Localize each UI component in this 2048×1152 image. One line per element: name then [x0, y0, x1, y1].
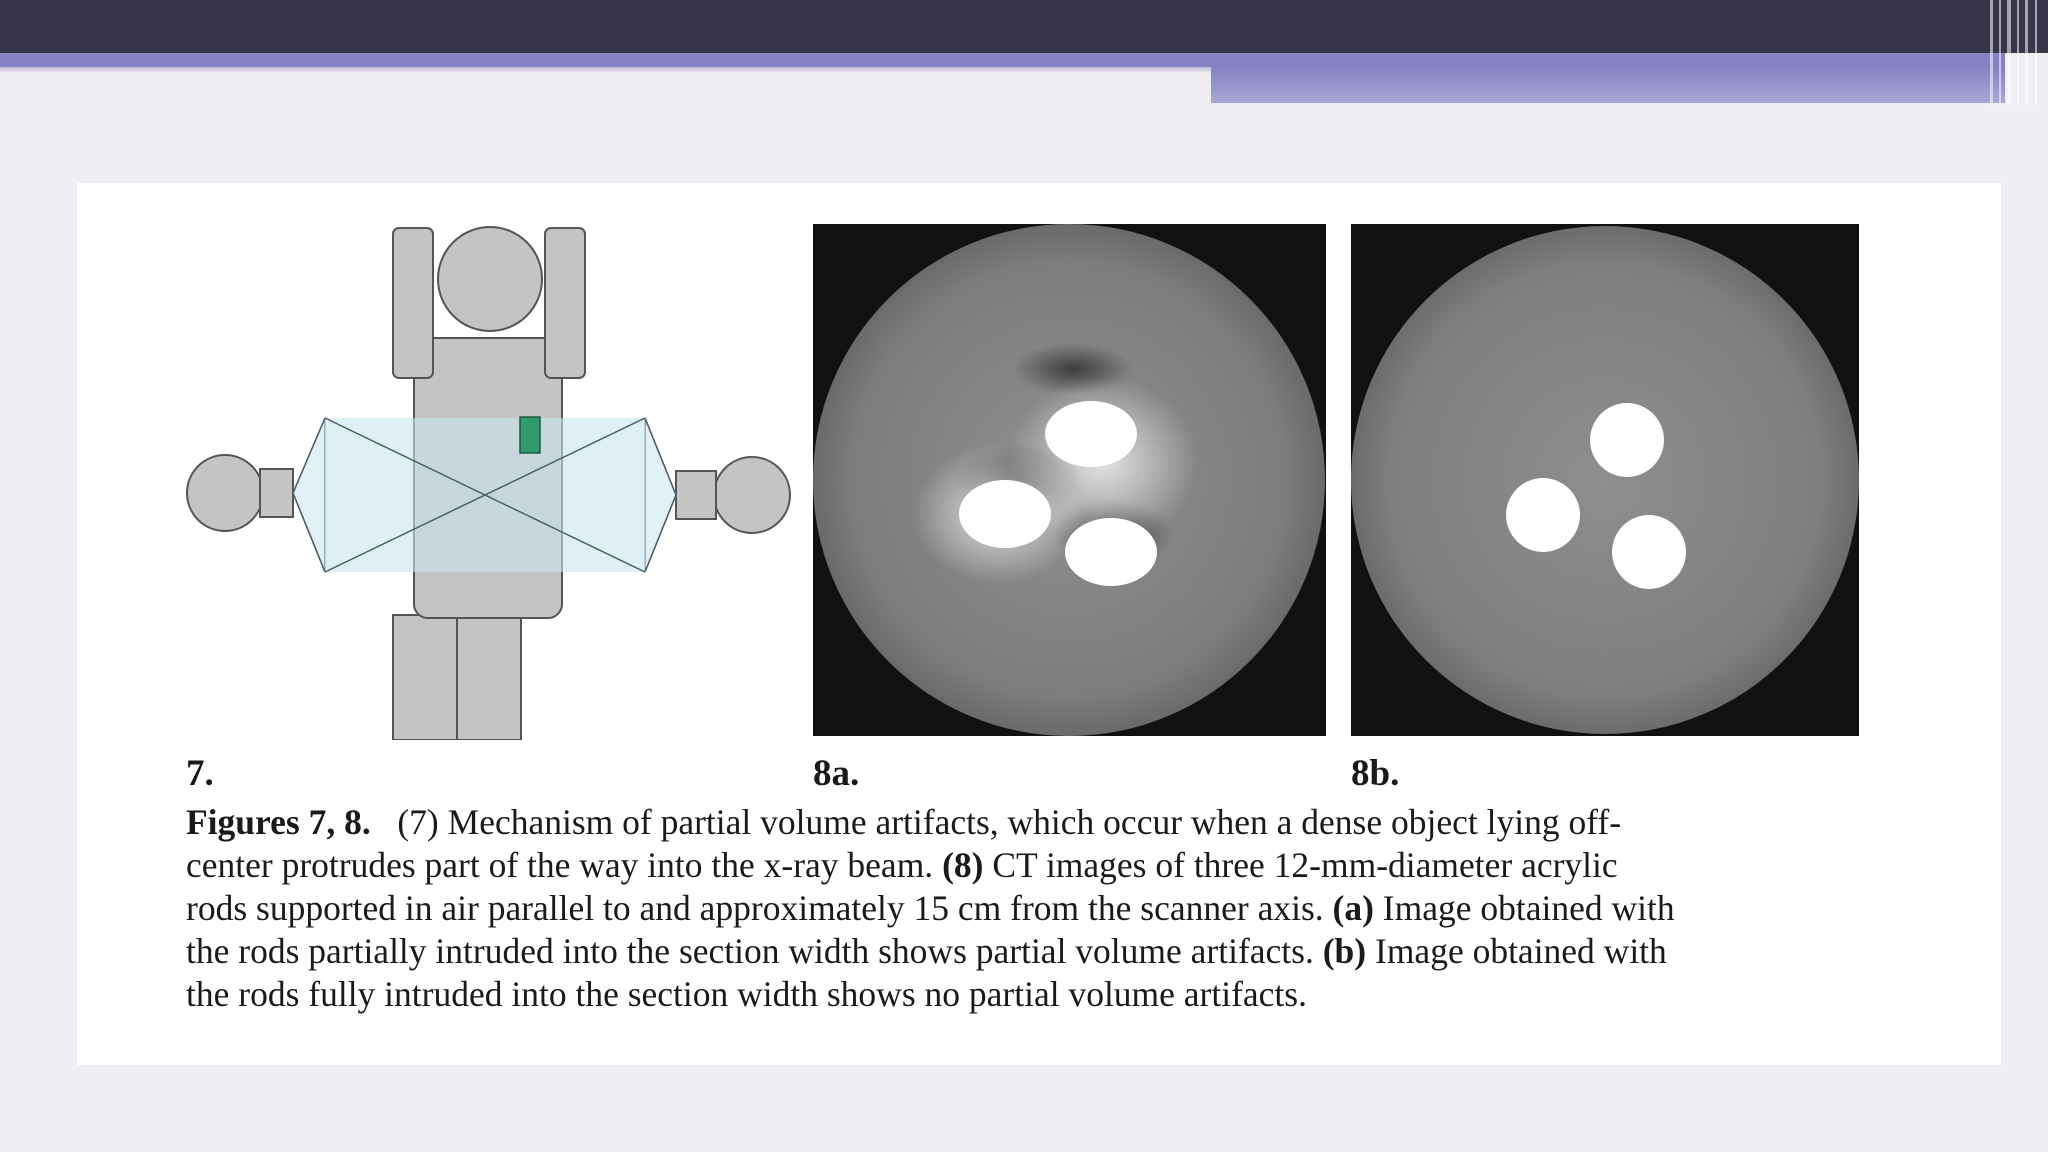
left-leg: [393, 615, 457, 740]
slide-accent-stripe: [0, 53, 2005, 67]
caption-text: Image obtained with: [1373, 888, 1675, 928]
slide-accent-band: [1211, 67, 2005, 103]
caption-marker: (8): [942, 845, 984, 885]
slide-corner-stripes: [1985, 0, 2048, 105]
rod-right: [1065, 518, 1157, 586]
figure-7-diagram: [180, 220, 800, 740]
rod-top: [1045, 401, 1137, 467]
dense-object-marker: [520, 417, 540, 453]
caption-line: [186, 930, 1886, 973]
ct-image-8a: [813, 224, 1326, 736]
caption-text: the rods fully intruded into the section width shows no partial volume artifacts.: [186, 974, 1307, 1014]
beam-fan-right: [645, 418, 676, 572]
caption-line: [186, 844, 1886, 887]
ct-image-8b: [1351, 224, 1859, 736]
beam-fan-left: [293, 418, 325, 572]
rod-left: [1506, 478, 1580, 552]
left-arm: [393, 228, 433, 378]
head: [438, 227, 542, 331]
caption-text: the rods partially intruded into the section width shows partial volume artifacts.: [186, 931, 1323, 971]
slide-accent-shadow: [0, 67, 1211, 73]
slide-header-bar: [0, 0, 2048, 53]
rod-right: [1612, 515, 1686, 589]
caption-text: Image obtained with: [1366, 931, 1667, 971]
caption-line: [186, 801, 1886, 844]
caption-line: [186, 973, 1886, 1016]
caption-heading: Figures 7, 8.: [186, 802, 371, 842]
caption-marker: (a): [1332, 888, 1374, 928]
x-ray-tube-left: [187, 455, 263, 531]
caption-line: [186, 887, 1886, 930]
tube-collimator-right: [676, 471, 716, 519]
rod-left: [959, 480, 1051, 548]
phantom-disc: [1351, 226, 1859, 734]
caption-text: (7) Mechanism of partial volume artifacts, which occur when a dense object lying off-: [370, 802, 1622, 842]
rod-top: [1590, 403, 1664, 477]
figure-label-8a: 8a.: [813, 753, 860, 794]
figure-label-7: 7.: [186, 753, 214, 794]
figure-caption: [186, 801, 1886, 1016]
caption-text: CT images of three 12-mm-diameter acrylic: [983, 845, 1618, 885]
caption-marker: (b): [1322, 931, 1367, 971]
x-ray-tube-right: [714, 457, 790, 533]
caption-text: center protrudes part of the way into the x-ray beam.: [186, 845, 943, 885]
right-leg: [457, 615, 521, 740]
tube-collimator-left: [260, 469, 293, 517]
caption-text: rods supported in air parallel to and approximately 15 cm from the scanner axis.: [186, 888, 1333, 928]
right-arm: [545, 228, 585, 378]
figure-label-8b: 8b.: [1351, 753, 1400, 794]
